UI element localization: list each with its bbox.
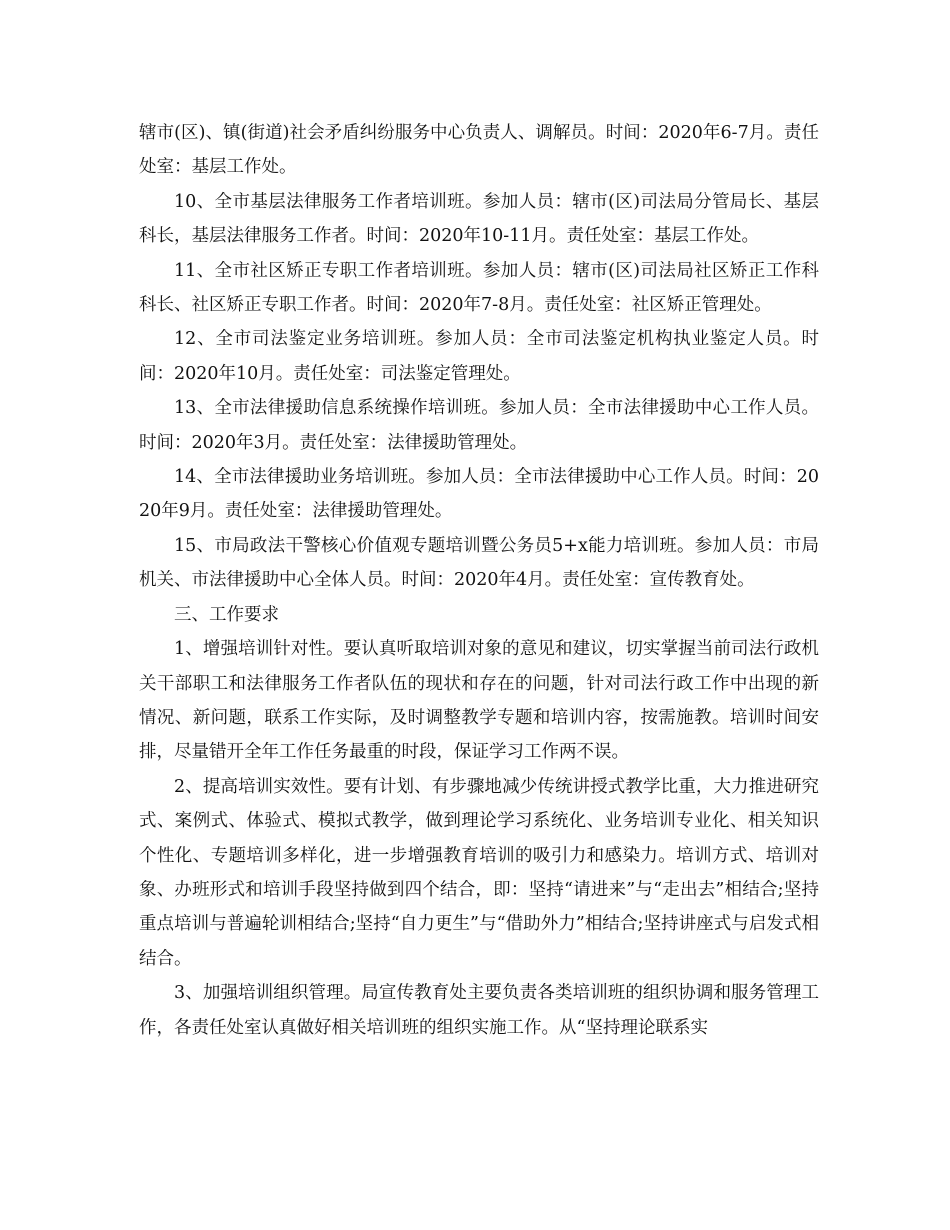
paragraph-item-12: 12、全市司法鉴定业务培训班。参加人员：全市司法鉴定机构执业鉴定人员。时间：2020年10月。责任处室：司法鉴定管理处。 [139, 329, 819, 384]
paragraph-item-14: 14、全市法律援助业务培训班。参加人员：全市法律援助中心工作人员。时间：2020年9月。责任处室：法律援助管理处。 [139, 467, 819, 522]
paragraph-requirement-3: 3、加强培训组织管理。局宣传教育处主要负责各类培训班的组织协调和服务管理工作，各责任处室认真做好相关培训班的组织实施工作。从“坚持理论联系实 [139, 983, 819, 1038]
paragraph-item-15: 15、市局政法干警核心价值观专题培训暨公务员5+x能力培训班。参加人员：市局机关、市法律援助中心全体人员。时间：2020年4月。责任处室：宣传教育处。 [139, 535, 819, 591]
paragraph-item-13: 13、全市法律援助信息系统操作培训班。参加人员：全市法律援助中心工作人员。时间：2020年3月。责任处室：法律援助管理处。 [139, 398, 819, 453]
paragraph-item-10: 10、全市基层法律服务工作者培训班。参加人员：辖市(区)司法局分管局长、基层科长，基层法律服务工作者。时间：2020年10-11月。责任处室：基层工作处。 [139, 191, 819, 247]
document-body [139, 116, 819, 1045]
paragraph-requirement-2: 2、提高培训实效性。要有计划、有步骤地减少传统讲授式教学比重，大力推进研究式、案例式、体验式、模拟式教学，做到理论学习系统化、业务培训专业化、相关知识个性化、专题培训多样化，进一步增强教育培训的吸引力和感染力。培训方式、培训对象、办班形式和培训手段坚持做到四个结合，即：坚持“请进来”与“走出去”相结合;坚持重点培训与普遍轮训相结合;坚持“自力更生”与“借助外力”相结合;坚持讲座式与启发式相结合。 [139, 776, 819, 969]
paragraph-item-11: 11、全市社区矫正专职工作者培训班。参加人员：辖市(区)司法局社区矫正工作科科长、社区矫正专职工作者。时间：2020年7-8月。责任处室：社区矫正管理处。 [139, 260, 819, 316]
section-heading: 三、工作要求 [174, 604, 279, 625]
paragraph-requirement-1: 1、增强培训针对性。要认真听取培训对象的意见和建议，切实掌握当前司法行政机关干部职工和法律服务工作者队伍的现状和存在的问题，针对司法行政工作中出现的新情况、新问题，联系工作实际，及时调整教学专题和培训内容，按需施教。培训时间安排，尽量错开全年工作任务最重的时段，保证学习工作两不误。 [139, 639, 819, 763]
paragraph-continuation: 辖市(区)、镇(街道)社会矛盾纠纷服务中心负责人、调解员。时间：2020年6-7月。责任处室：基层工作处。 [139, 123, 819, 178]
